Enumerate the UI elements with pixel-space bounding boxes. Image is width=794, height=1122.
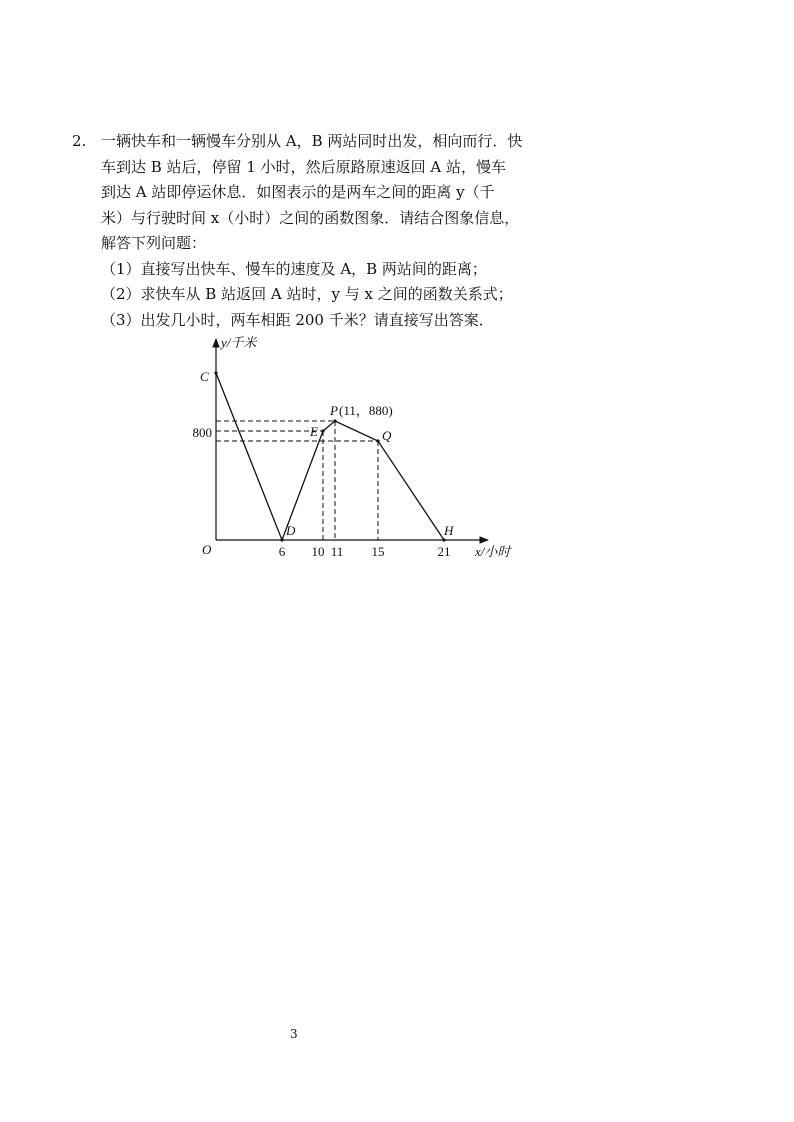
origin-label: O (202, 542, 212, 557)
guide-lines (216, 421, 378, 540)
x-tick-label-10: 10 (311, 544, 325, 559)
problem-number: 2. (72, 132, 87, 150)
stem-line: 一辆快车和一辆慢车分别从 A，B 两站同时出发，相向而行．快 (101, 132, 523, 150)
point-label-h: H (444, 523, 454, 538)
point-c (214, 371, 217, 374)
function-graph (190, 333, 530, 565)
x-axis-label: x/小时 (475, 544, 511, 559)
stem-line: 到达 A 站即停运休息．如图表示的是两车之间的距离 y（千 (101, 183, 495, 201)
x-tick-label-15: 15 (371, 544, 385, 559)
stem-line: 米）与行驶时间 x（小时）之间的函数图象．请结合图象信息， (101, 208, 520, 227)
x-tick-label-11: 11 (330, 544, 344, 559)
x-tick-label-21: 21 (437, 544, 451, 559)
problem-2 (72, 129, 532, 333)
question-2: （2）求快车从 B 站返回 A 站时，y 与 x 之间的函数关系式； (101, 285, 513, 303)
point-label-c: C (200, 369, 209, 384)
stem-line: 车到达 B 站后，停留 1 小时，然后原路原速返回 A 站，慢车 (101, 157, 507, 176)
point-q (376, 439, 379, 442)
point-label-e: E (310, 424, 318, 439)
series-line (216, 373, 444, 540)
point-p-coordinate: (11，880) (339, 403, 393, 418)
point-h (442, 538, 445, 541)
x-tick-label-6: 6 (278, 544, 286, 559)
stem-line: 解答下列问题： (101, 234, 207, 252)
problem-stem (101, 129, 532, 257)
page-number: 3 (290, 1027, 298, 1041)
point-label-d: D (286, 523, 296, 538)
question-3: （3）出发几小时，两车相距 200 千米？请直接写出答案． (101, 310, 494, 329)
point-e (321, 429, 324, 432)
question-1: （1）直接写出快车、慢车的速度及 A，B 两站间的距离； (101, 259, 487, 278)
point-label-q: Q (382, 428, 392, 443)
y-axis-label: y/千米 (221, 335, 257, 350)
y-tick-label-800: 800 (192, 425, 212, 440)
point-p (333, 419, 336, 422)
point-d (280, 538, 283, 541)
point-label-p: P (330, 403, 338, 418)
